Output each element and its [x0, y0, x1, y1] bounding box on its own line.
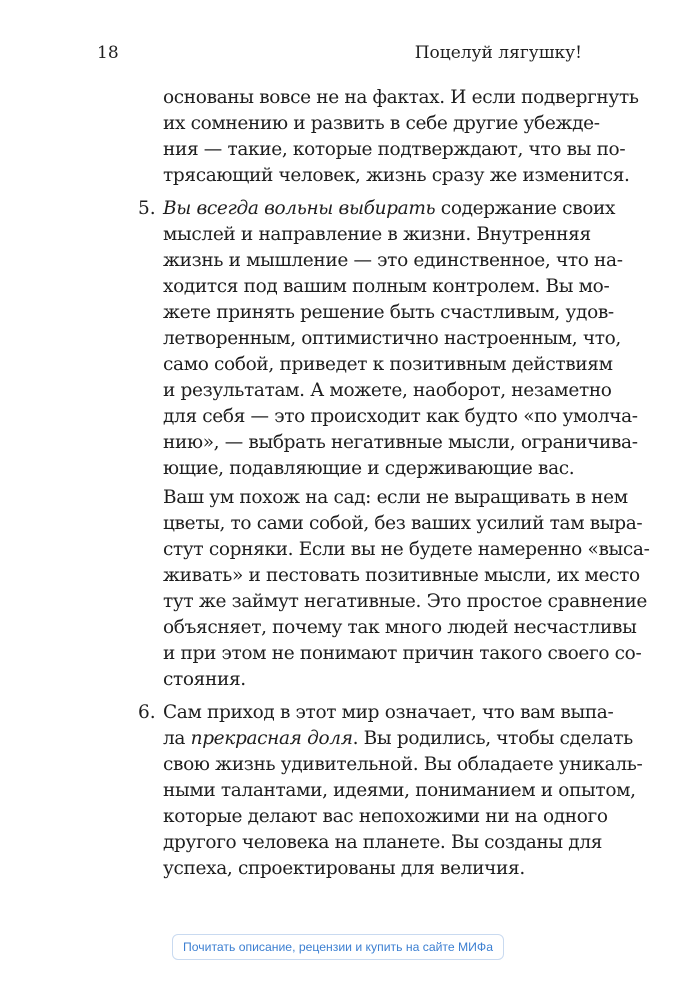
text-line: ющие, подавляющие и сдерживающие вас. [163, 458, 575, 479]
text-line: успеха, спроектированы для величия. [163, 858, 525, 879]
text-line: свою жизнь удивительной. Вы обладаете уникаль- [163, 754, 643, 775]
text-line [163, 196, 616, 222]
text-line: и при этом не понимают причин такого своего со- [163, 643, 642, 664]
text-line: их сомнению и развить в себе другие убежде- [163, 113, 600, 134]
text-line: для себя — это происходит как будто «по умолча- [163, 406, 638, 427]
text-line: ходится под вашим полным контролем. Вы мо- [163, 276, 610, 297]
text-line: стояния. [163, 669, 246, 690]
list-number-5: 5. [138, 198, 156, 219]
text-line: летворенным, оптимистично настроенным, что, [163, 328, 621, 349]
text-line: другого человека на планете. Вы созданы для [163, 832, 603, 853]
text-line: объясняет, почему так много людей несчастливы [163, 617, 637, 638]
italic-phrase: прекрасная доля [190, 728, 353, 749]
text-line: и результатам. А можете, наоборот, незаметно [163, 380, 612, 401]
text-line: Сам приход в этот мир означает, что вам выпа- [163, 702, 614, 723]
text-line: тут же займут негативные. Это простое сравнение [163, 591, 648, 612]
text-line: ния — такие, которые подтверждают, что вы по- [163, 139, 626, 160]
text-line: стут сорняки. Если вы не будете намеренно «выса- [163, 539, 650, 560]
text-span: ла [163, 728, 191, 749]
page-number: 18 [97, 43, 119, 63]
text-line [163, 726, 633, 752]
running-title: Поцелуй лягушку! [414, 43, 582, 63]
text-line: жизнь и мышление — это единственное, что на- [163, 250, 623, 271]
text-line: трясающий человек, жизнь сразу же изменится. [163, 165, 630, 186]
text-line: нию», — выбрать негативные мысли, ограничива- [163, 432, 638, 453]
text-line: ными талантами, идеями, пониманием и опытом, [163, 780, 636, 801]
italic-phrase: Вы всегда вольны выбирать [163, 198, 436, 219]
text-span: содержание своих [435, 198, 616, 219]
text-line: мыслей и направление в жизни. Внутренняя [163, 224, 591, 245]
text-span: . Вы родились, чтобы сделать [352, 728, 633, 749]
text-line: живать» и пестовать позитивные мысли, их место [163, 565, 640, 586]
text-line: жете принять решение быть счастливым, удов- [163, 302, 614, 323]
text-line: само собой, приведет к позитивным действиям [163, 354, 613, 375]
text-line: которые делают вас непохожими ни на одного [163, 806, 608, 827]
text-line: основаны вовсе не на фактах. И если подвергнуть [163, 87, 639, 108]
mif-store-link[interactable]: Почитать описание, рецензии и купить на сайте МИФа [172, 934, 504, 960]
text-line: Ваш ум похож на сад: если не выращивать в нем [163, 487, 628, 508]
list-number-6: 6. [138, 702, 156, 723]
text-line: цветы, то сами собой, без ваших усилий там выра- [163, 513, 643, 534]
